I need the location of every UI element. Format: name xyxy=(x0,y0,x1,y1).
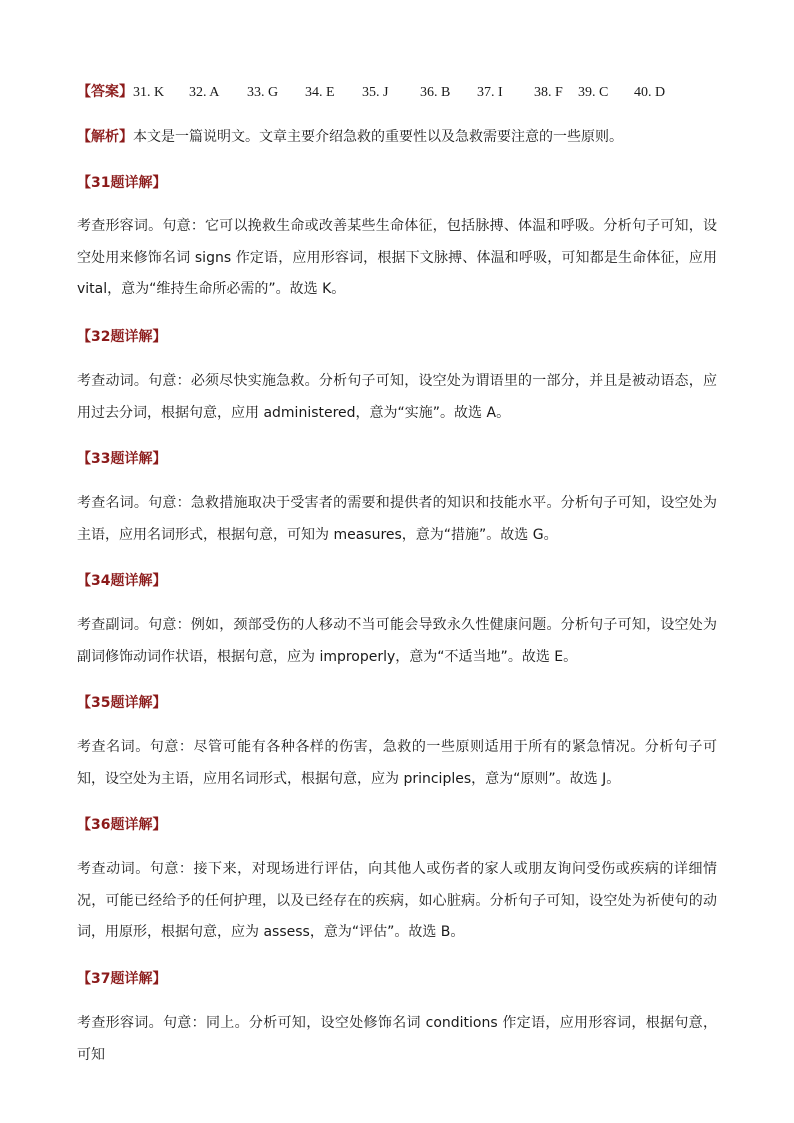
answer-label: 【答案】 xyxy=(77,84,133,100)
answer-item: 34. E xyxy=(305,85,335,100)
section-text-35: 考查名词。句意：尽管可能有各种各样的伤害，急救的一些原则适用于所有的紧急情况。分析句子可知，设空处为主语，应用名词形式，根据句意，应为 principles，意为“原则”。故选 J。 xyxy=(77,739,717,787)
answer-item: 39. C xyxy=(578,85,609,100)
section-heading-32: 【32题详解】 xyxy=(77,329,167,345)
section-text-32: 考查动词。句意：必须尽快实施急救。分析句子可知，设空处为谓语里的一部分，并且是被动语态，应用过去分词，根据句意，应用 administered，意为“实施”。故选 A。 xyxy=(77,373,717,421)
section-heading-37: 【37题详解】 xyxy=(77,971,167,987)
answer-item: 40. D xyxy=(634,85,666,100)
answer-item: 31. K xyxy=(133,85,165,100)
answer-item: 32. A xyxy=(189,85,220,100)
section-heading-35: 【35题详解】 xyxy=(77,695,167,711)
answer-item: 35. J xyxy=(362,85,389,100)
section-heading-33: 【33题详解】 xyxy=(77,451,167,467)
answer-item: 33. G xyxy=(247,85,279,100)
section-heading-34: 【34题详解】 xyxy=(77,573,167,589)
section-heading-31: 【31题详解】 xyxy=(77,175,167,191)
section-text-36: 考查动词。句意：接下来，对现场进行评估，向其他人或伤者的家人或朋友询问受伤或疾病的详细情况，可能已经给予的任何护理，以及已经存在的疾病，如心脏病。分析句子可知，设空处为祈使句的动词，用原形，根据句意，应为 assess，意为“评估”。故选 B。 xyxy=(77,861,717,940)
section-text-33: 考查名词。句意：急救措施取决于受害者的需要和提供者的知识和技能水平。分析句子可知，设空处为主语，应用名词形式，根据句意，可知为 measures，意为“措施”。故选 G。 xyxy=(77,495,717,543)
analysis-text: 本文是一篇说明文。文章主要介绍急救的重要性以及急救需要注意的一些原则。 xyxy=(133,129,623,145)
answer-item: 36. B xyxy=(420,85,451,100)
answer-item: 37. I xyxy=(477,85,503,100)
section-heading-36: 【36题详解】 xyxy=(77,817,167,833)
analysis-paragraph xyxy=(77,125,717,149)
section-text-37: 考查形容词。句意：同上。分析可知，设空处修饰名词 conditions 作定语，应用形容词，根据句意，可知 xyxy=(77,1015,717,1063)
section-text-34: 考查副词。句意：例如，颈部受伤的人移动不当可能会导致永久性健康问题。分析句子可知，设空处为副词修饰动词作状语，根据句意，应为 improperly，意为“不适当地”。故选 E。 xyxy=(77,617,717,665)
section-text-31: 考查形容词。句意：它可以挽救生命或改善某些生命体征，包括脉搏、体温和呼吸。分析句子可知，设空处用来修饰名词 signs 作定语，应用形容词，根据下文脉搏、体温和呼吸，可知都是生命体征，应用 vital，意为“维持生命所必需的”。故选 K。 xyxy=(77,218,717,297)
answer-item: 38. F xyxy=(534,85,563,100)
analysis-label: 【解析】 xyxy=(77,129,133,145)
answer-key xyxy=(77,80,665,104)
